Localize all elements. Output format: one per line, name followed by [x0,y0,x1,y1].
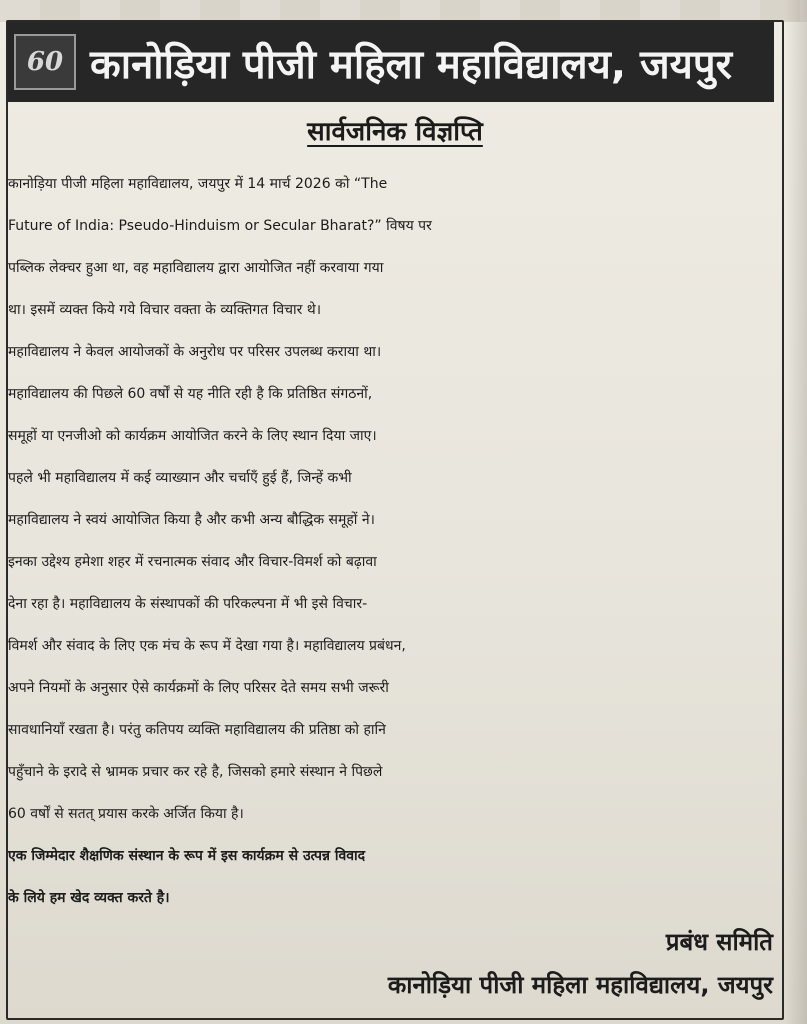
body-line: सावधानियाँ रखता है। परंतु कतिपय व्यक्ति महाविद्यालय की प्रतिष्ठा को हानि [8,722,386,738]
notice-heading [0,112,790,148]
body-line: समूहों या एनजीओ को कार्यक्रम आयोजित करने के लिए स्थान दिया जाए। [8,428,377,444]
body-line: Future of India: Pseudo-Hinduism or Secular Bharat?” विषय पर [8,218,432,234]
notice-body [8,163,780,919]
signature-committee: प्रबंध समिति [665,928,773,956]
body-line: महाविद्यालय ने स्वयं आयोजित किया है और कभी अन्य बौद्धिक समूहों ने। [8,512,375,528]
logo-text: 60 [26,47,64,77]
notice-heading-text: सार्वजनिक विज्ञप्ति [307,117,483,147]
body-line: 60 वर्षों से सतत् प्रयास करके अर्जित किया है। [8,806,244,822]
newspaper-top-strip [0,0,807,22]
body-line: पब्लिक लेक्चर हुआ था, वह महाविद्यालय द्वारा आयोजित नहीं करवाया गया [8,260,384,276]
body-line: कानोड़िया पीजी महिला महाविद्यालय, जयपुर में 14 मार्च 2026 को “The [8,176,388,192]
body-line: महाविद्यालय ने केवल आयोजकों के अनुरोध पर परिसर उपलब्ध कराया था। [8,344,382,360]
closing-line: एक जिम्मेदार शैक्षणिक संस्थान के रूप में इस कार्यक्रम से उत्पन्न विवाद [8,848,366,864]
body-line: महाविद्यालय की पिछले 60 वर्षों से यह नीति रही है कि प्रतिष्ठित संगठनों, [8,386,373,402]
body-line: पहुँचाने के इरादे से भ्रामक प्रचार कर रहे है, जिसको हमारे संस्थान ने पिछले [8,764,383,780]
body-line: था। इसमें व्यक्त किये गये विचार वक्ता के व्यक्तिगत विचार थे। [8,302,322,318]
paper-shadow [785,0,807,1024]
body-line: अपने नियमों के अनुसार ऐसे कार्यक्रमों के लिए परिसर देते समय सभी जरूरी [8,680,389,696]
college-title: कानोड़िया पीजी महिला महाविद्यालय, जयपुर [90,41,732,88]
signature-college: कानोड़िया पीजी महिला महाविद्यालय, जयपुर [387,971,773,999]
body-line: देना रहा है। महाविद्यालय के संस्थापकों की परिकल्पना में भी इसे विचार- [8,596,368,612]
body-line: विमर्श और संवाद के लिए एक मंच के रूप में देखा गया है। महाविद्यालय प्रबंधन, [8,638,406,654]
college-logo [14,34,76,90]
closing-line: के लिये हम खेद व्यक्त करते है। [8,890,170,906]
body-line: पहले भी महाविद्यालय में कई व्याख्यान और चर्चाएँ हुई हैं, जिन्हें कभी [8,470,352,486]
notice-header [8,22,774,102]
body-line: इनका उद्देश्य हमेशा शहर में रचनात्मक संवाद और विचार-विमर्श को बढ़ावा [8,554,377,570]
